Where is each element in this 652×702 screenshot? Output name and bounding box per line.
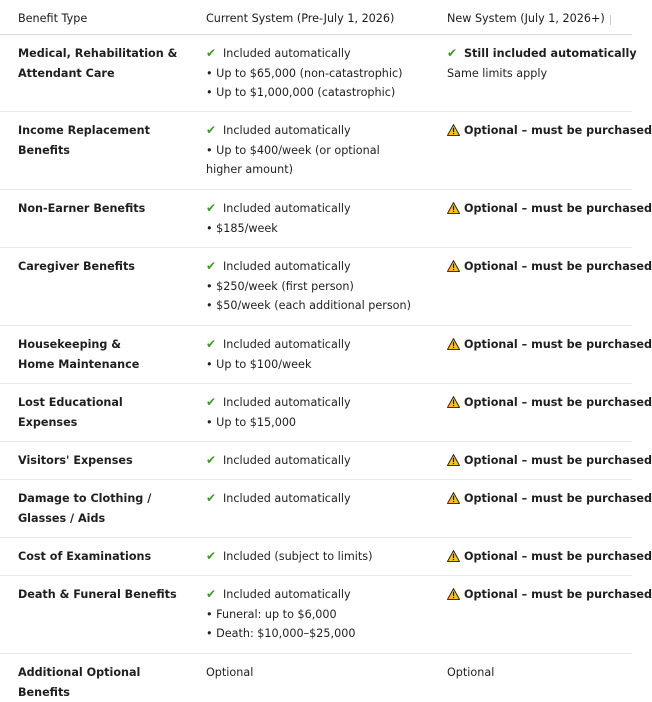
check-mark-icon: ✔ — [447, 46, 458, 60]
current-cell: ✔ Included automatically • Up to $100/week — [206, 337, 351, 371]
benefit-cell: Income Replacement Benefits — [18, 124, 150, 157]
check-mark-icon: ✔ — [206, 201, 217, 215]
new-cell: Optional – must be purchased — [447, 335, 637, 355]
new-cell: Optional – must be purchased — [447, 547, 637, 567]
check-mark-icon: ✔ — [206, 337, 217, 351]
benefit-cell: Housekeeping & Home Maintenance — [18, 338, 140, 371]
benefit-cell: Lost Educational Expenses — [18, 396, 123, 429]
check-mark-icon: ✔ — [206, 549, 217, 563]
benefit-cell: Death & Funeral Benefits — [18, 588, 177, 601]
warning-triangle-icon — [447, 338, 464, 350]
check-mark-icon: ✔ — [206, 587, 217, 601]
table-row — [0, 576, 652, 654]
table-row — [0, 384, 652, 442]
table-row — [0, 248, 652, 326]
benefit-cell: Visitors' Expenses — [18, 454, 133, 467]
current-cell: ✔ Included automatically • $250/week (first person) • $50/week (each additional person) — [206, 259, 411, 312]
current-cell: ✔ Included automatically • Up to $15,000 — [206, 395, 351, 429]
warning-triangle-icon — [447, 396, 464, 408]
check-mark-icon: ✔ — [206, 453, 217, 467]
benefit-cell: Caregiver Benefits — [18, 260, 135, 273]
warning-triangle-icon — [447, 260, 464, 272]
current-cell: ✔ Included automatically • $185/week — [206, 201, 351, 235]
new-cell: Optional – must be purchased — [447, 393, 637, 413]
check-mark-icon: ✔ — [206, 395, 217, 409]
current-cell: ✔ Included automatically — [206, 451, 421, 471]
new-cell: Optional – must be purchased — [447, 489, 637, 509]
warning-triangle-icon — [447, 454, 464, 466]
table-row — [0, 654, 632, 699]
benefit-cell: Medical, Rehabilitation & Attendant Care — [18, 47, 178, 80]
new-cell: Optional – must be purchased — [447, 451, 637, 471]
benefit-cell: Damage to Clothing / Glasses / Aids — [18, 492, 152, 525]
current-cell: ✔ Included (subject to limits) — [206, 547, 421, 567]
header-current-system: Current System (Pre-July 1, 2026) — [206, 12, 395, 25]
warning-triangle-icon — [447, 124, 464, 136]
table-header — [0, 0, 632, 35]
new-cell: ✔ Still included automatically Same limits apply — [447, 46, 637, 80]
new-cell: Optional – must be purchased — [447, 199, 637, 219]
check-mark-icon: ✔ — [206, 123, 217, 137]
benefit-cell: Additional Optional Benefits — [18, 666, 141, 699]
benefit-cell: Non-Earner Benefits — [18, 202, 146, 215]
warning-triangle-icon — [447, 492, 464, 504]
table-row — [0, 480, 652, 538]
benefit-cell: Cost of Examinations — [18, 550, 152, 563]
warning-triangle-icon — [447, 550, 464, 562]
new-cell: Optional – must be purchased — [447, 121, 637, 141]
new-cell: Optional – must be purchased — [447, 257, 637, 277]
column-divider — [610, 15, 611, 25]
current-cell: ✔ Included automatically • Up to $65,000 (non-catastrophic) • Up to $1,000,000 (catastrophic) — [206, 46, 403, 99]
check-mark-icon: ✔ — [206, 46, 217, 60]
header-benefit-type: Benefit Type — [18, 12, 88, 25]
current-cell: ✔ Included automatically • Funeral: up to $6,000 • Death: $10,000–$25,000 — [206, 587, 356, 640]
warning-triangle-icon — [447, 588, 464, 600]
check-mark-icon: ✔ — [206, 491, 217, 505]
warning-triangle-icon — [447, 202, 464, 214]
header-new-system: New System (July 1, 2026+) — [447, 12, 605, 25]
table-row — [0, 538, 652, 576]
table-row — [0, 190, 652, 248]
new-cell: Optional — [447, 666, 495, 679]
current-cell: ✔ Included automatically • Up to $400/week (or optional higher amount) — [206, 123, 380, 176]
table-row — [0, 326, 652, 384]
current-cell: ✔ Included automatically — [206, 489, 421, 509]
table-row — [0, 112, 652, 190]
new-cell: Optional – must be purchased — [447, 585, 637, 605]
table-row — [0, 442, 652, 480]
current-cell: Optional — [206, 666, 254, 679]
table-row — [0, 35, 637, 112]
check-mark-icon: ✔ — [206, 259, 217, 273]
